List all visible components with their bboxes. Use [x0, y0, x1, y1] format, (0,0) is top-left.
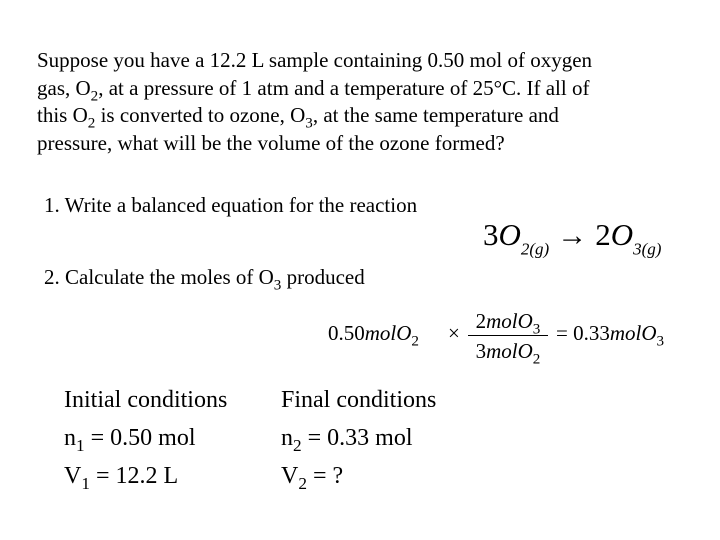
- value: = 0.33 mol: [301, 425, 413, 451]
- unit: molO: [486, 339, 533, 363]
- value: = 0.50 mol: [84, 425, 196, 451]
- symbol: V: [281, 463, 299, 489]
- value: 3: [475, 339, 487, 363]
- species-subscript: 2(g): [520, 239, 550, 259]
- fraction-numerator: [468, 309, 548, 338]
- initial-volume: [64, 463, 179, 494]
- coefficient: 3: [483, 217, 499, 252]
- value: 0.33: [573, 321, 610, 345]
- value: 0.50: [328, 321, 365, 345]
- problem-statement: [37, 47, 592, 157]
- value: 2: [475, 309, 487, 333]
- step-1-heading: 1. Write a balanced equation for the reaction: [44, 193, 418, 217]
- subscript: 1: [76, 436, 85, 456]
- step-2-heading: [44, 265, 365, 294]
- problem-text: is converted to ozone, O: [95, 103, 306, 127]
- fraction-denominator: [468, 339, 548, 368]
- calc-result: [556, 321, 665, 350]
- balanced-equation: [483, 217, 661, 259]
- multiply-sign: ×: [448, 321, 460, 345]
- subscript: 2: [293, 436, 302, 456]
- problem-line-3: [37, 102, 592, 130]
- problem-text: gas, O: [37, 75, 91, 100]
- subscript: 2: [90, 87, 99, 104]
- problem-line-1: Suppose you have a 12.2 L sample containing 0.50 mol of oxygen: [37, 48, 593, 72]
- initial-moles: [64, 425, 196, 456]
- subscript: 2: [87, 115, 96, 132]
- equals-sign: =: [556, 321, 568, 345]
- problem-line-4: pressure, what will be the volume of the ozone formed?: [37, 130, 505, 155]
- unit: molO: [609, 321, 657, 345]
- final-moles: [281, 425, 413, 456]
- symbol: n: [64, 425, 76, 451]
- initial-conditions-header: Initial conditions: [64, 387, 228, 413]
- unit: molO: [486, 309, 533, 333]
- subscript: 2: [298, 474, 307, 494]
- subscript: 3: [532, 321, 541, 338]
- symbol: V: [64, 463, 82, 489]
- final-conditions-header: Final conditions: [281, 387, 437, 413]
- problem-text: this O: [37, 103, 88, 127]
- species-symbol: O: [498, 217, 521, 252]
- unit: molO: [364, 321, 412, 345]
- subscript: 2: [532, 351, 541, 368]
- coefficient: 2: [595, 217, 611, 252]
- species-subscript: 3(g): [633, 239, 662, 259]
- mole-ratio-fraction: [468, 309, 548, 368]
- reaction-arrow: →: [557, 219, 588, 252]
- subscript: 3: [305, 115, 313, 132]
- value: = ?: [306, 463, 344, 489]
- step-text: produced: [281, 265, 365, 289]
- subscript: 3: [656, 333, 665, 350]
- subscript: 2: [411, 333, 419, 350]
- symbol: n: [281, 425, 293, 451]
- value: = 12.2 L: [89, 463, 179, 489]
- step-text: 2. Calculate the moles of O: [44, 265, 274, 289]
- subscript: 3: [273, 277, 282, 294]
- problem-text: , at a pressure of 1 atm and a temperature of 25°C. If all of: [98, 75, 590, 100]
- problem-text: , at the same temperature and: [312, 103, 559, 127]
- subscript: 1: [81, 474, 90, 494]
- species-symbol: O: [610, 217, 634, 252]
- calc-given-moles: [328, 321, 419, 350]
- final-volume: [281, 463, 344, 494]
- problem-line-2: [37, 75, 592, 103]
